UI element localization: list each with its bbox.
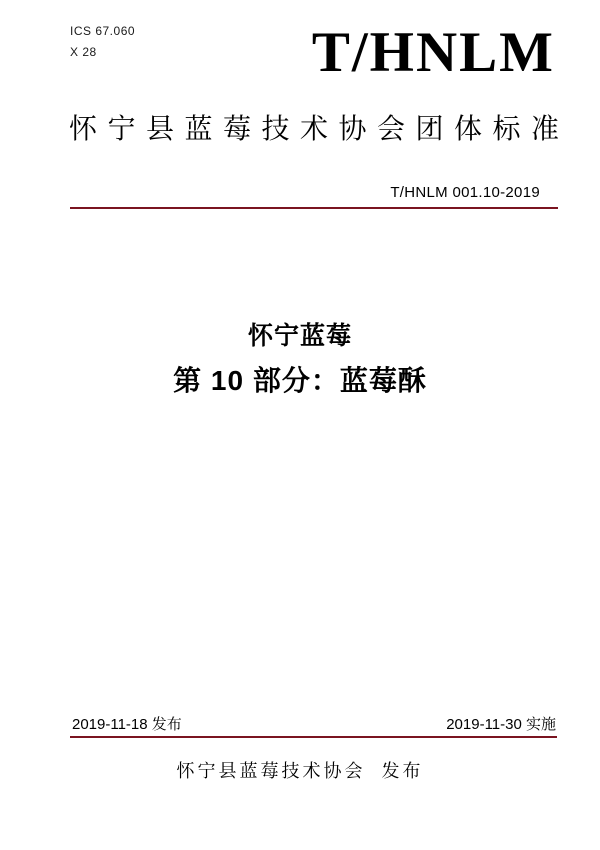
ics-code: ICS 67.060 [70,24,136,38]
document-title-block [0,316,600,399]
standard-body-logo: T/HNLM [311,21,555,84]
association-standard-title: 怀宁县蓝莓技术协会团体标准 [69,113,570,144]
footer-divider-line [70,736,557,738]
issue-date: 2019-11-18 发布 [72,716,182,733]
document-title-line1: 怀宁蓝莓 [247,322,352,350]
implement-date: 2019-11-30 实施 [446,716,556,733]
document-classification-code: X 28 [70,45,97,59]
standard-number: T/HNLM 001.10-2019 [390,184,540,201]
header-divider-line [70,207,558,209]
publisher-line: 怀宁县蓝莓技术协会 发布 [176,761,424,781]
document-title-line2: 第 10 部分：蓝莓酥 [173,365,427,396]
